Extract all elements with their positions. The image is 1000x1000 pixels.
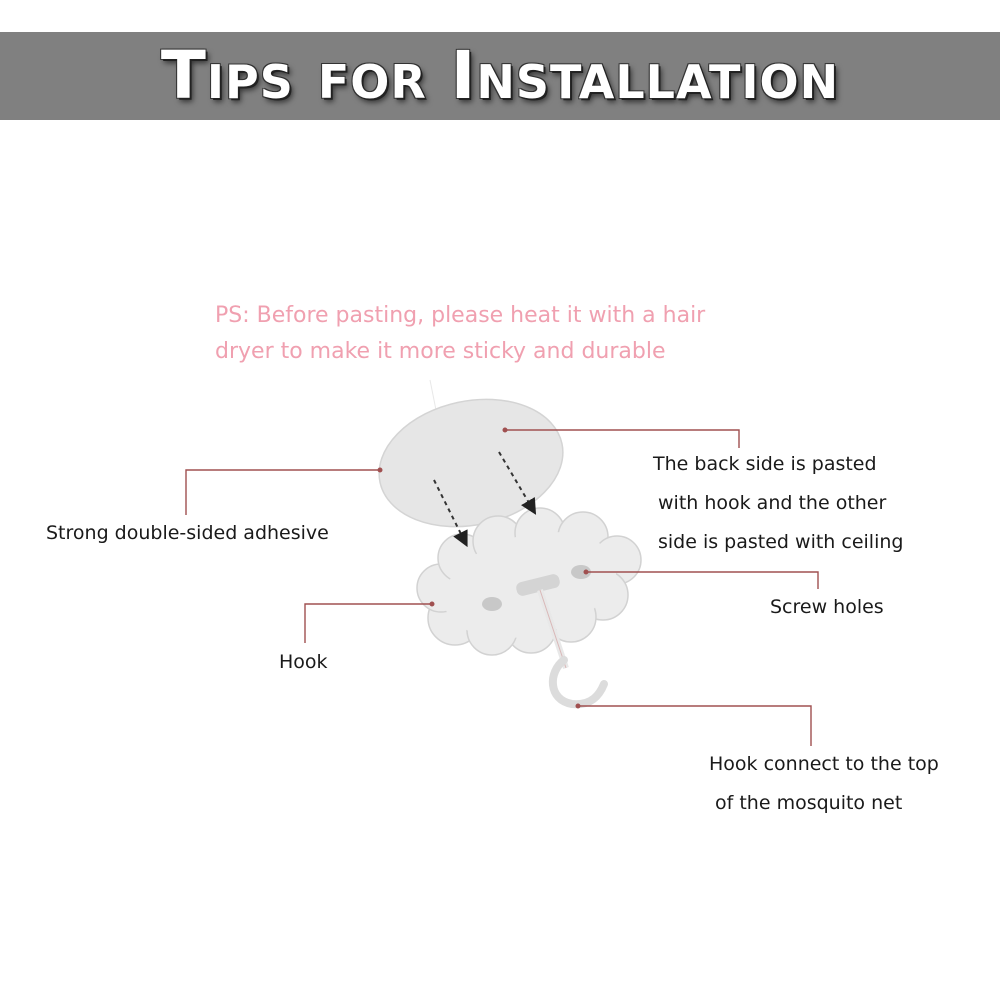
label-adhesive: Strong double-sided adhesive — [46, 522, 329, 544]
screw-hole-icon — [482, 597, 502, 611]
page-title: Tips for Installation — [160, 37, 840, 114]
tip-note-line-2: dryer to make it more sticky and durable — [215, 339, 666, 364]
label-back-side-line-3: side is pasted with ceiling — [658, 531, 904, 553]
label-back-side-line-1: The back side is pasted — [653, 453, 877, 475]
tip-note-line-1: PS: Before pasting, please heat it with a hair — [215, 303, 706, 328]
label-screw-holes: Screw holes — [770, 596, 884, 618]
label-back-side-line-2: with hook and the other — [658, 492, 887, 514]
label-hook: Hook — [279, 651, 328, 673]
leader-line-hook — [305, 604, 432, 643]
flower-base-icon — [417, 508, 641, 655]
label-back-side — [653, 445, 903, 562]
leader-line-adhesive — [186, 470, 380, 515]
label-hook-connect-line-2: of the mosquito net — [715, 792, 903, 814]
label-hook-connect-line-1: Hook connect to the top — [709, 753, 939, 775]
leader-line-hook-connect — [578, 706, 811, 746]
label-hook-connect — [709, 745, 939, 823]
